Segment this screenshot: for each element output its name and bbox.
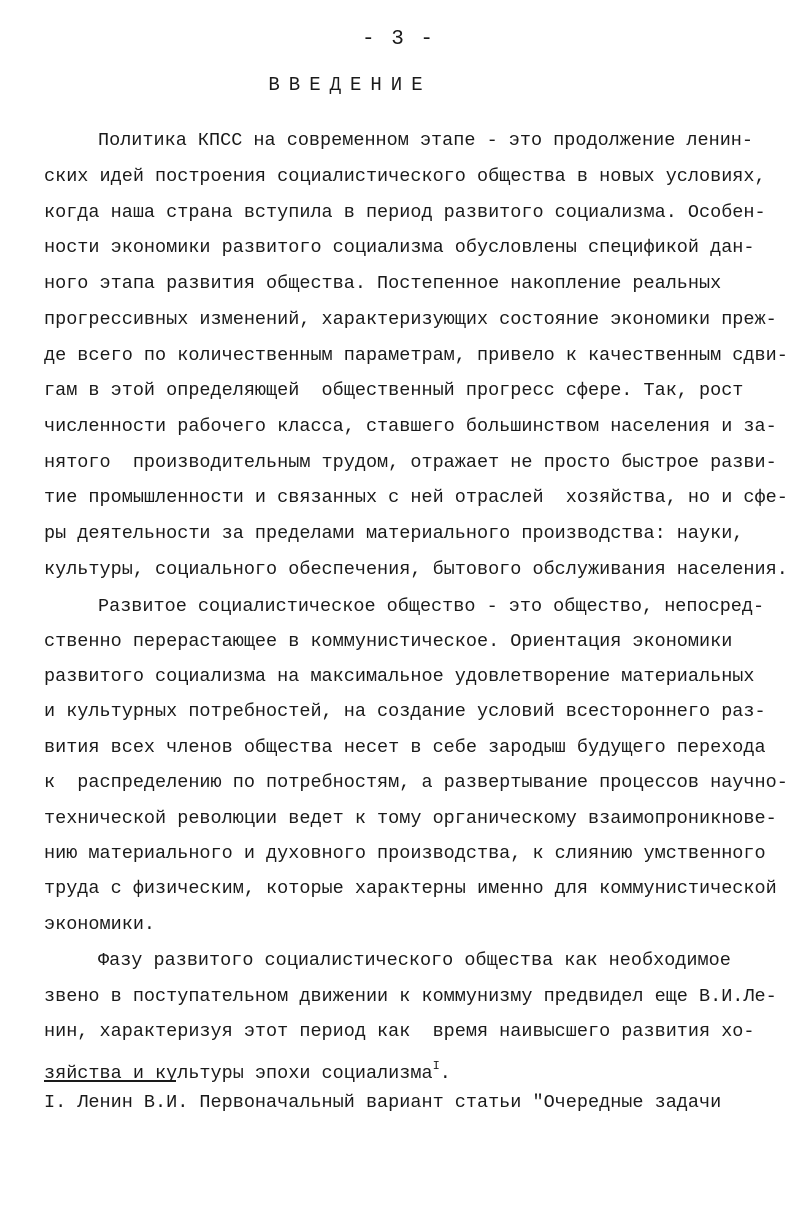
paragraph-3-trailing-punctuation: .: [439, 1063, 451, 1084]
paragraph-3-line-1: Фазу развитого социалистического общества как необходимое: [98, 950, 731, 971]
footnote-divider: [44, 1080, 176, 1082]
paragraph-2-line-9: труда с физическим, которые характерны именно для коммунистической: [44, 878, 777, 899]
paragraph-2-line-7: технической революции ведет к тому органическому взаимопроникнове-: [44, 808, 777, 829]
paragraph-1-line-4: ности экономики развитого социализма обусловлены спецификой дан-: [44, 237, 755, 258]
paragraph-2-line-6: к распределению по потребностям, а развертывание процессов научно-: [44, 772, 788, 793]
paragraph-1-line-7: де всего по количественным параметрам, привело к качественным сдви-: [44, 345, 788, 366]
paragraph-3-line-4-text: зяйства и культуры эпохи социализма: [44, 1063, 433, 1084]
page-number: - 3 -: [361, 28, 435, 51]
paragraph-2-line-2: ственно перерастающее в коммунистическое. Ориентация экономики: [44, 631, 733, 652]
paragraph-1-line-1: Политика КПСС на современном этапе - это продолжение ленин-: [98, 130, 754, 151]
paragraph-3-line-3: нин, характеризуя этот период как время наивысшего развития хо-: [44, 1021, 755, 1042]
paragraph-1-line-10: нятого производительным трудом, отражает не просто быстрое разви-: [44, 452, 777, 473]
paragraph-1-line-12: ры деятельности за пределами материального производства: науки,: [44, 523, 744, 544]
paragraph-3-line-2: звено в поступательном движении к коммунизму предвидел еще В.И.Ле-: [44, 986, 777, 1007]
paragraph-1-line-11: тие промышленности и связанных с ней отраслей хозяйства, но и сфе-: [44, 487, 788, 508]
paragraph-2-line-8: нию материального и духовного производства, к слиянию умственного: [44, 843, 766, 864]
section-title: ВВЕДЕНИЕ: [268, 74, 432, 96]
paragraph-2-line-5: вития всех членов общества несет в себе зародыш будущего перехода: [44, 737, 766, 758]
paragraph-1-line-3: когда наша страна вступила в период развитого социализма. Особен-: [44, 202, 766, 223]
paragraph-1-line-9: численности рабочего класса, ставшего большинством населения и за-: [44, 416, 777, 437]
paragraph-2-line-3: развитого социализма на максимальное удовлетворение материальных: [44, 666, 755, 687]
paragraph-1-line-8: гам в этой определяющей общественный прогресс сфере. Так, рост: [44, 380, 744, 401]
paragraph-2-line-10: экономики.: [44, 914, 156, 935]
paragraph-1-line-2: ских идей построения социалистического общества в новых условиях,: [44, 166, 766, 187]
paragraph-1-line-6: прогрессивных изменений, характеризующих состояние экономики преж-: [44, 309, 777, 330]
paragraph-2-line-4: и культурных потребностей, на создание условий всестороннего раз-: [44, 701, 766, 722]
paragraph-2-line-1: Развитое социалистическое общество - это общество, непосред-: [98, 596, 765, 617]
paragraph-1-line-5: ного этапа развития общества. Постепенное накопление реальных: [44, 273, 722, 294]
paragraph-1-line-13: культуры, социального обеспечения, бытового обслуживания населения.: [44, 559, 788, 580]
footnote-marker: I: [432, 1059, 440, 1073]
footnote-text: I. Ленин В.И. Первоначальный вариант статьи "Очередные задачи: [44, 1092, 722, 1113]
